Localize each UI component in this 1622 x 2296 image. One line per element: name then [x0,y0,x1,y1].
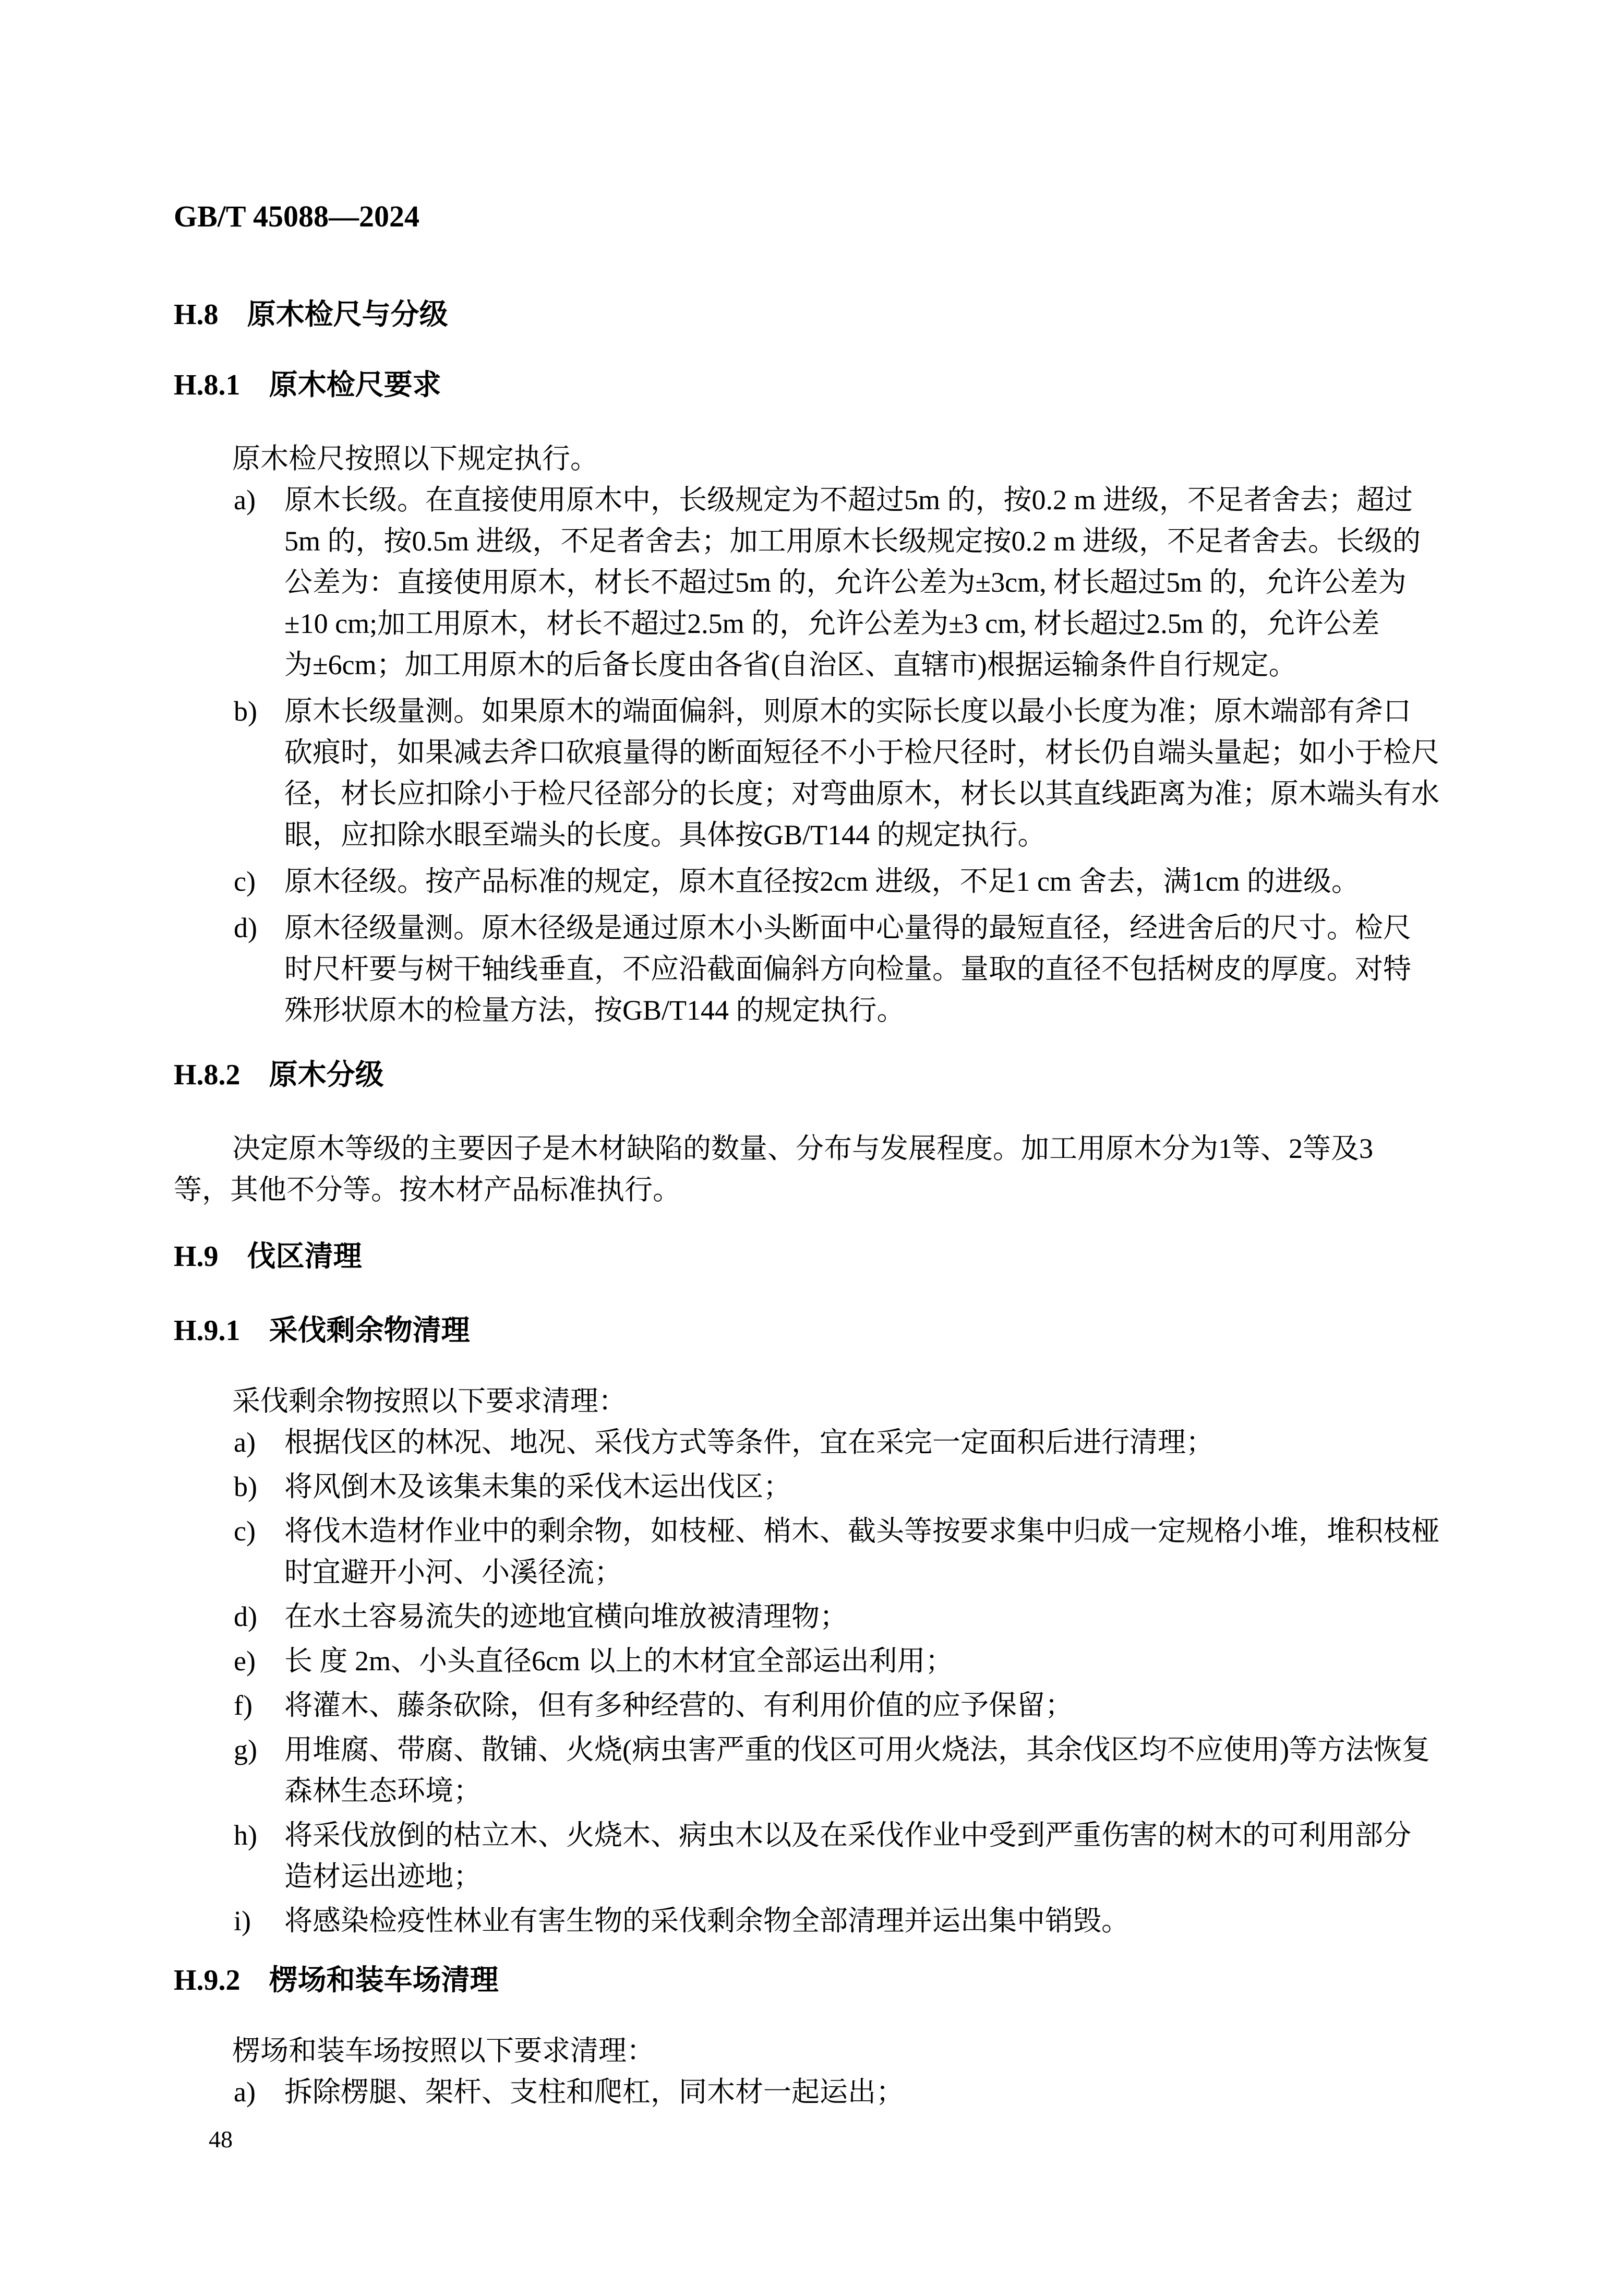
page-number: 48 [209,2126,233,2152]
heading-h91-number: H.9.1 [174,1314,241,1347]
list-item-line: 时宜避开小河、小溪径流； [284,1557,622,1588]
paragraph-h82 [174,1128,1456,1211]
list-item-label: f) [234,1690,253,1721]
list-item-h91-d [174,1596,1456,1637]
standard-code: GB/T 45088—2024 [174,199,420,233]
list-item-line: 根据伐区的林况、地况、采伐方式等条件，宜在采完一定面积后进行清理； [284,1427,1214,1458]
list-item-line: 长 度 2m、小头直径6cm 以上的木材宜全部运出利用； [284,1645,954,1677]
list-item-label: d) [234,1601,257,1632]
list-item-line: 眼，应扣除水眼至端头的长度。具体按GB/T144 的规定执行。 [284,819,1046,851]
list-item-label: i) [234,1905,251,1936]
list-item-line: 5m 的，按0.5m 进级，不足者舍去；加工用原木长级规定按0.2 m 进级，不足者舍去。长级的 [284,525,1421,557]
list-item-line: 原木长级量测。如果原木的端面偏斜，则原木的实际长度以最小长度为准；原木端部有斧口 [284,696,1411,727]
list-item-line: 用堆腐、带腐、散铺、火烧(病虫害严重的伐区可用火烧法，其余伐区均不应使用)等方法恢复 [284,1734,1430,1765]
heading-h9 [174,1235,1456,1285]
heading-h91-title: 采伐剩余物清理 [269,1314,470,1346]
heading-h82-title: 原木分级 [269,1058,384,1091]
list-item-h81-b [174,691,1456,856]
paragraph-line: 决定原木等级的主要因子是木材缺陷的数量、分布与发展程度。加工用原木分为1等、2等及3 [232,1133,1373,1164]
list-item-label: h) [234,1820,257,1851]
list-item-label: c) [234,1515,256,1547]
list-item-h81-d [174,907,1456,1031]
list-item-line: 造材运出迹地； [284,1861,482,1892]
heading-h9-number: H.9 [174,1240,219,1273]
paragraph-line: 等，其他不分等。按木材产品标准执行。 [174,1174,681,1205]
heading-h91 [174,1309,1456,1359]
heading-h9-title: 伐区清理 [247,1240,362,1272]
heading-h82 [174,1054,1456,1103]
list-item-line: 将采伐放倒的枯立木、火烧木、病虫木以及在采伐作业中受到严重伤害的树木的可利用部分 [284,1820,1411,1851]
list-item-h91-g [174,1729,1456,1812]
list-item-h91-a [174,1422,1456,1463]
list-item-line: 为±6cm；加工用原木的后备长度由各省(自治区、直辖市)根据运输条件自行规定。 [284,649,1297,680]
list-item-line: 原木长级。在直接使用原木中，长级规定为不超过5m 的，按0.2 m 进级，不足者舍去；超过 [284,484,1413,516]
heading-h82-number: H.8.2 [174,1059,241,1091]
heading-h92 [174,1959,1456,2008]
paragraph-h81-intro [174,438,1456,480]
list-item-label: a) [234,484,256,516]
list-item-h91-i [174,1900,1456,1942]
list-item-line: 时尺杆要与树干轴线垂直，不应沿截面偏斜方向检量。量取的直径不包括树皮的厚度。对特 [284,953,1411,985]
list-item-h92-a [174,2072,1456,2113]
heading-h81 [174,364,1456,413]
list-item-label: d) [234,912,257,943]
paragraph-h91-intro [174,1381,1456,1422]
list-item-label: a) [234,2076,256,2108]
heading-h81-number: H.8.1 [174,369,241,401]
list-item-label: e) [234,1645,256,1677]
list-item-line: ±10 cm;加工用原木，材长不超过2.5m 的，允许公差为±3 cm, 材长超过2.5m 的，允许公差 [284,608,1380,639]
paragraph-h92-intro [174,2030,1456,2072]
heading-h92-title: 楞场和装车场清理 [269,1964,499,1996]
paragraph-line: 原木检尺按照以下规定执行。 [232,443,598,474]
list-item-line: 将风倒木及该集未集的采伐木运出伐区； [284,1471,791,1502]
heading-h81-title: 原木检尺要求 [269,368,441,401]
list-item-label: g) [234,1734,257,1765]
list-item-h91-h [174,1815,1456,1897]
heading-h8-title: 原木检尺与分级 [247,298,448,330]
heading-h92-number: H.9.2 [174,1964,241,1996]
list-item-line: 公差为：直接使用原木，材长不超过5m 的，允许公差为±3cm, 材长超过5m 的，允许公差为 [284,567,1407,598]
list-item-line: 将伐木造材作业中的剩余物，如枝桠、梢木、截头等按要求集中归成一定规格小堆，堆积枝桠 [284,1515,1439,1547]
list-item-h91-c [174,1511,1456,1593]
list-item-line: 原木径级。按产品标准的规定，原木直径按2cm 进级，不足1 cm 舍去，满1cm 的进级。 [284,866,1360,897]
list-item-line: 拆除楞腿、架杆、支柱和爬杠，同木材一起运出； [284,2076,904,2108]
list-item-line: 殊形状原木的检量方法，按GB/T144 的规定执行。 [284,995,905,1026]
heading-h8 [174,293,1456,343]
list-item-h91-e [174,1641,1456,1682]
list-item-line: 砍痕时，如果减去斧口砍痕量得的断面短径不小于检尺径时，材长仍自端头量起；如小于检尺 [284,737,1439,768]
list-item-h81-c [174,861,1456,902]
list-item-line: 将灌木、藤条砍除，但有多种经营的、有利用价值的应予保留； [284,1690,1073,1721]
list-item-line: 径，材长应扣除小于检尺径部分的长度；对弯曲原木，材长以其直线距离为准；原木端头有水 [284,778,1439,809]
list-item-label: a) [234,1427,256,1458]
list-item-line: 在水土容易流失的迹地宜横向堆放被清理物； [284,1601,848,1632]
paragraph-line: 楞场和装车场按照以下要求清理： [232,2035,655,2066]
list-item-label: b) [234,696,257,727]
list-item-line: 森林生态环境； [284,1775,482,1807]
list-item-h81-a [174,480,1456,686]
list-item-h91-f [174,1685,1456,1726]
list-item-label: b) [234,1471,257,1502]
list-item-line: 原木径级量测。原木径级是通过原木小头断面中心量得的最短直径，经进舍后的尺寸。检尺 [284,912,1411,943]
heading-h8-number: H.8 [174,298,219,331]
list-item-h91-b [174,1466,1456,1508]
list-item-line: 将感染检疫性林业有害生物的采伐剩余物全部清理并运出集中销毁。 [284,1905,1130,1936]
paragraph-line: 采伐剩余物按照以下要求清理： [232,1385,627,1417]
list-item-label: c) [234,866,256,897]
